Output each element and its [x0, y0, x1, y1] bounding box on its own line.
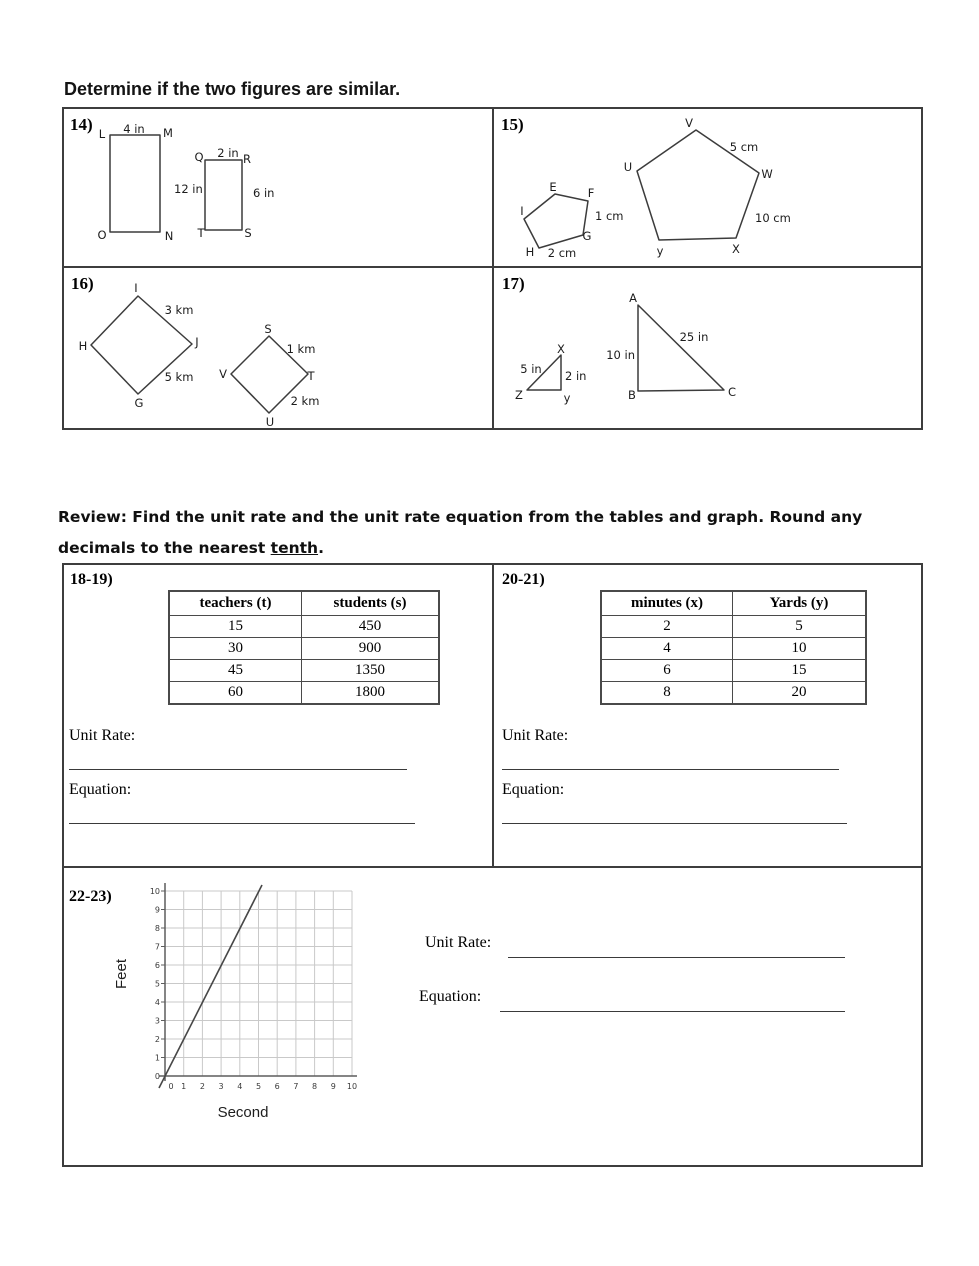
answer-line-unit-rate — [69, 769, 407, 770]
column-header: Yards (y) — [733, 591, 867, 616]
y-tick-label: 3 — [154, 1016, 160, 1026]
column-header: teachers (t) — [169, 591, 302, 616]
side-label-5cm: 5 cm — [729, 140, 759, 154]
vertex-label-W: W — [761, 167, 773, 181]
vertex-label-G: G — [134, 396, 144, 410]
vertex-label-H: H — [525, 245, 535, 259]
vertex-label-J: J — [195, 335, 199, 349]
problem-14-cell — [64, 109, 494, 268]
vertex-label-C: C — [727, 385, 737, 399]
table-row: 2 5 — [601, 616, 866, 638]
column-header: minutes (x) — [601, 591, 733, 616]
answer-line-equation — [500, 995, 845, 1012]
vertex-label-R: R — [243, 152, 251, 166]
x-tick-label: 2 — [199, 1082, 205, 1091]
y-tick-label: 1 — [154, 1053, 160, 1063]
vertex-label-Q: Q — [194, 150, 204, 164]
vertex-label-F: F — [587, 186, 595, 200]
side-label-2km: 2 km — [290, 394, 320, 408]
side-label-5in: 5 in — [520, 362, 542, 376]
vertex-label-U: U — [623, 160, 633, 174]
vertex-label-E: E — [549, 180, 557, 194]
problem-number: 15) — [501, 115, 524, 134]
review-line-1: Review: Find the unit rate and the unit rate equation from the tables and graph. Round any — [58, 508, 863, 526]
vertex-label-U: U — [265, 415, 275, 428]
y-tick-label: 5 — [154, 979, 160, 989]
vertex-label-I: I — [520, 204, 524, 218]
problem-17-cell — [494, 268, 921, 428]
minutes-yards-table — [600, 590, 867, 705]
feet-per-second-graph — [64, 868, 494, 1165]
vertex-label-S: S — [264, 322, 272, 336]
y-tick-label: 6 — [154, 961, 160, 970]
vertex-label-T: T — [197, 226, 205, 240]
answer-line-equation — [69, 823, 415, 824]
side-label-2in: 2 in — [565, 369, 587, 383]
grid-lines — [165, 891, 352, 1076]
y-tick-label: 7 — [154, 942, 160, 952]
y-tick-label: 10 — [149, 887, 160, 896]
x-tick-label: 5 — [255, 1082, 262, 1091]
side-label-12in: 12 in — [174, 182, 203, 196]
unit-rate-label: Unit Rate: — [425, 934, 492, 951]
vertex-label-y: y — [656, 244, 664, 258]
problem-18-19-cell — [64, 565, 494, 868]
problem-number: 20-21) — [502, 571, 545, 588]
vertex-label-S: S — [244, 226, 252, 240]
equation-label: Equation: — [419, 988, 482, 1005]
side-label-3km: 3 km — [164, 303, 194, 317]
side-label-6in: 6 in — [253, 186, 275, 200]
side-label-5km: 5 km — [164, 370, 194, 384]
problem-number: 14) — [70, 115, 93, 134]
vertex-label-Z: Z — [515, 388, 523, 402]
similar-figures-table — [62, 107, 923, 430]
vertex-label-X: X — [732, 242, 740, 256]
vertex-label-y: y — [563, 391, 571, 405]
y-tick-label: 4 — [154, 998, 160, 1007]
problem-15-cell — [494, 109, 921, 268]
vertex-label-M: M — [163, 126, 173, 140]
side-label-4in: 4 in — [123, 122, 145, 136]
table-row: 4 10 — [601, 638, 866, 660]
unit-rate-label: Unit Rate: — [502, 727, 569, 744]
rectangle-LMNO — [110, 135, 160, 232]
vertex-label-T: T — [307, 369, 315, 383]
vertex-label-H: H — [78, 339, 88, 353]
x-tick-label: 8 — [312, 1082, 318, 1091]
pentagon-EFGHI — [524, 194, 588, 248]
underlined-word: tenth — [270, 539, 319, 557]
side-label-10in: 10 in — [606, 348, 635, 362]
problem-number: 18-19) — [70, 571, 113, 588]
x-tick-label: 10 — [346, 1082, 358, 1091]
side-label-2in: 2 in — [217, 146, 239, 160]
side-label-2cm: 2 cm — [547, 246, 577, 260]
x-tick-label: 9 — [330, 1082, 336, 1091]
vertex-label-X: X — [557, 342, 565, 356]
problem-16-cell — [64, 268, 494, 428]
table-row: 30 900 — [169, 638, 439, 660]
teachers-students-table — [168, 590, 440, 705]
vertex-label-N: N — [164, 229, 174, 243]
side-label-1cm: 1 cm — [595, 209, 624, 223]
table-row: 6 15 — [601, 660, 866, 682]
table-row: 15 450 — [169, 616, 439, 638]
rectangle-QRST — [205, 160, 242, 230]
x-tick-label: 3 — [218, 1082, 224, 1091]
triangle-ABC — [638, 305, 724, 391]
x-tick-label: 4 — [237, 1082, 243, 1091]
x-axis-label: Second — [217, 1104, 269, 1121]
table-row: 60 1800 — [169, 682, 439, 705]
answer-line-unit-rate — [502, 769, 839, 770]
side-label-1km: 1 km — [286, 342, 316, 356]
figure-15 — [494, 109, 921, 266]
equation-label: Equation: — [502, 781, 565, 798]
vertex-label-B: B — [628, 388, 636, 402]
problem-22-23-cell — [64, 868, 921, 1165]
problem-number: 17) — [502, 274, 525, 293]
figure-17 — [494, 268, 921, 428]
problem-number: 22-23) — [69, 888, 112, 905]
y-axis-label: Feet — [113, 958, 130, 990]
unit-rate-table — [62, 563, 923, 1167]
vertex-label-L: L — [98, 127, 106, 141]
table-row: 45 1350 — [169, 660, 439, 682]
problem-20-21-cell — [494, 565, 921, 868]
equation-label: Equation: — [69, 781, 132, 798]
table-row: 8 20 — [601, 682, 866, 705]
y-tick-label: 0 — [154, 1072, 160, 1081]
x-tick-label: 6 — [274, 1082, 280, 1091]
section-title: Determine if the two figures are similar. — [64, 79, 401, 99]
review-instructions — [58, 502, 862, 564]
figure-16 — [64, 268, 492, 428]
x-tick-label: 1 — [181, 1082, 187, 1091]
side-label-25in: 25 in — [679, 330, 709, 344]
column-header: students (s) — [302, 591, 440, 616]
unit-rate-label: Unit Rate: — [69, 727, 136, 744]
vertex-label-V: V — [219, 367, 227, 381]
vertex-label-O: O — [97, 228, 107, 242]
side-label-10cm: 10 cm — [755, 211, 791, 225]
x-tick-label: 7 — [293, 1082, 299, 1091]
x-tick-label: 0 — [168, 1082, 174, 1091]
vertex-label-I: I — [134, 281, 138, 295]
y-tick-label: 8 — [154, 924, 160, 933]
answer-line-unit-rate — [508, 941, 845, 958]
answer-line-equation — [502, 823, 847, 824]
vertex-label-A: A — [629, 291, 637, 305]
figure-14 — [64, 109, 492, 266]
review-line-2: decimals to the nearest tenth. — [58, 539, 324, 557]
vertex-label-V: V — [685, 116, 693, 130]
y-tick-label: 9 — [154, 905, 160, 915]
y-tick-label: 2 — [154, 1035, 160, 1044]
vertex-label-G: G — [582, 229, 592, 243]
problem-number: 16) — [71, 274, 94, 293]
